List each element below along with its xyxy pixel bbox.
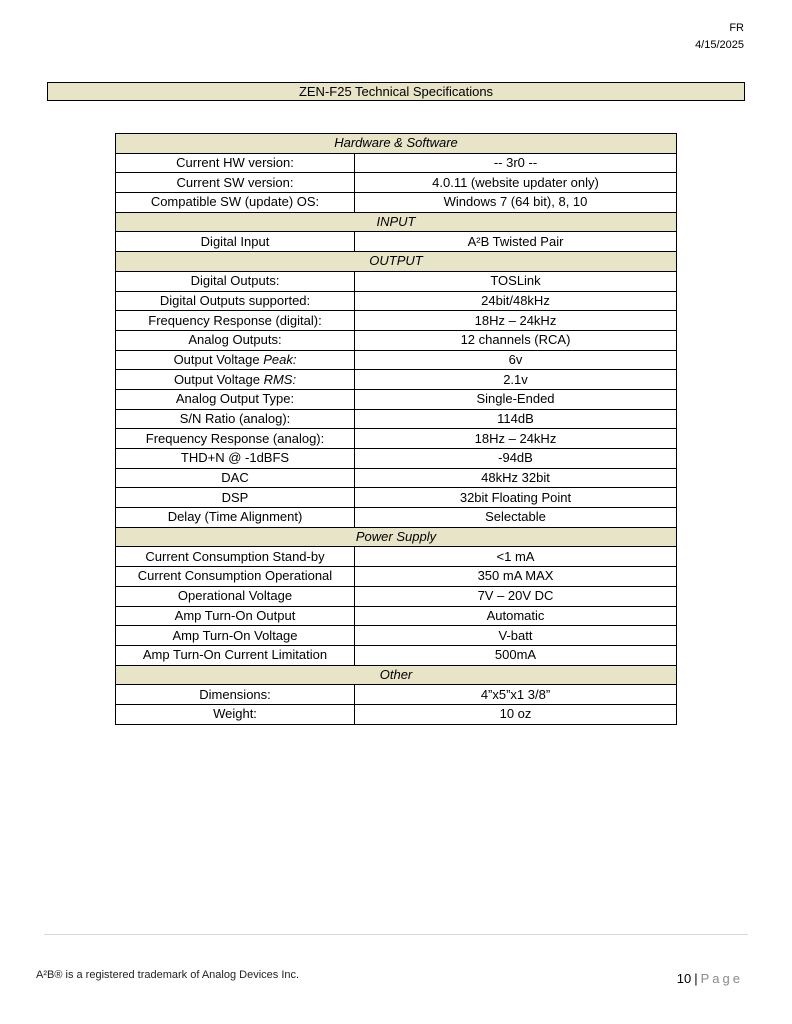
spec-row: [116, 271, 677, 291]
spec-label-text: Output Voltage: [173, 371, 264, 387]
spec-label-text: DAC: [221, 470, 249, 486]
spec-label: [116, 567, 355, 587]
section-header-row: [116, 134, 677, 154]
spec-label-text: Compatible SW (update) OS:: [150, 194, 320, 210]
spec-row: [116, 586, 677, 606]
spec-label-text: Digital Input: [200, 233, 270, 249]
spec-label-text: DSP: [221, 489, 249, 505]
spec-row: [116, 370, 677, 390]
spec-value: 4.0.11 (website updater only): [355, 173, 677, 193]
spec-label: [116, 350, 355, 370]
spec-row: [116, 704, 677, 724]
spec-label: [116, 232, 355, 252]
spec-row: [116, 449, 677, 469]
spec-label-text: Delay (Time Alignment): [167, 509, 303, 525]
spec-label-text: Current Consumption Operational: [137, 568, 333, 584]
spec-value: Selectable: [355, 508, 677, 528]
page-header: [695, 20, 744, 54]
spec-row: [116, 389, 677, 409]
spec-row: [116, 685, 677, 705]
section-title: OUTPUT: [116, 252, 677, 272]
spec-row: [116, 193, 677, 213]
spec-label-text: Analog Outputs:: [188, 332, 282, 348]
spec-label-text: Current Consumption Stand-by: [145, 548, 325, 564]
spec-label: [116, 291, 355, 311]
section-header-row: [116, 527, 677, 547]
spec-row: [116, 153, 677, 173]
spec-label-text: Frequency Response (analog):: [145, 430, 325, 446]
spec-row: [116, 173, 677, 193]
spec-value: Single-Ended: [355, 389, 677, 409]
spec-row: [116, 429, 677, 449]
section-title: Other: [116, 665, 677, 685]
spec-label: [116, 685, 355, 705]
section-header-row: [116, 212, 677, 232]
spec-label-text: Weight:: [213, 706, 257, 722]
spec-row: [116, 488, 677, 508]
spec-label-text: S/N Ratio (analog):: [179, 410, 291, 426]
spec-row: [116, 409, 677, 429]
section-header-row: [116, 665, 677, 685]
spec-value: 48kHz 32bit: [355, 468, 677, 488]
spec-label: [116, 311, 355, 331]
spec-label: [116, 547, 355, 567]
spec-label: [116, 389, 355, 409]
section-title: INPUT: [116, 212, 677, 232]
spec-value: 24bit/48kHz: [355, 291, 677, 311]
spec-label-text: Current HW version:: [176, 155, 294, 171]
footer-divider: [44, 934, 748, 935]
spec-row: [116, 232, 677, 252]
spec-label-text: THD+N @ -1dBFS: [180, 450, 290, 466]
spec-value: 114dB: [355, 409, 677, 429]
spec-row: [116, 311, 677, 331]
spec-label: [116, 508, 355, 528]
spec-label-emphasis: Peak:: [263, 351, 297, 367]
spec-label: [116, 626, 355, 646]
spec-table: [115, 133, 677, 725]
spec-value: 500mA: [355, 645, 677, 665]
spec-label: [116, 704, 355, 724]
spec-row: [116, 626, 677, 646]
spec-value: 6v: [355, 350, 677, 370]
spec-label-emphasis: RMS:: [263, 371, 297, 387]
spec-row: [116, 567, 677, 587]
spec-value: 18Hz – 24kHz: [355, 429, 677, 449]
spec-label: [116, 645, 355, 665]
spec-label-text: Amp Turn-On Output: [174, 607, 296, 623]
page-separator: |: [694, 971, 698, 986]
spec-value: 32bit Floating Point: [355, 488, 677, 508]
spec-label-text: Analog Output Type:: [175, 391, 295, 407]
section-header-row: [116, 252, 677, 272]
page-title: ZEN-F25 Technical Specifications: [47, 82, 745, 101]
spec-row: [116, 330, 677, 350]
page-footer: [677, 971, 743, 986]
spec-label: [116, 193, 355, 213]
spec-value: 2.1v: [355, 370, 677, 390]
spec-label-text: Amp Turn-On Voltage: [172, 627, 298, 643]
spec-value: 350 mA MAX: [355, 567, 677, 587]
section-title: Power Supply: [116, 527, 677, 547]
spec-label: [116, 330, 355, 350]
spec-value: 4”x5”x1 3/8”: [355, 685, 677, 705]
spec-label-text: Digital Outputs supported:: [159, 292, 311, 308]
spec-row: [116, 547, 677, 567]
spec-value: -94dB: [355, 449, 677, 469]
spec-value: 10 oz: [355, 704, 677, 724]
spec-row: [116, 291, 677, 311]
spec-label: [116, 370, 355, 390]
spec-label-text: Current SW version:: [176, 174, 294, 190]
spec-value: Windows 7 (64 bit), 8, 10: [355, 193, 677, 213]
spec-label: [116, 173, 355, 193]
spec-value: A²B Twisted Pair: [355, 232, 677, 252]
spec-label: [116, 271, 355, 291]
spec-row: [116, 606, 677, 626]
spec-value: Automatic: [355, 606, 677, 626]
spec-label-text: Amp Turn-On Current Limitation: [142, 647, 328, 663]
spec-value: <1 mA: [355, 547, 677, 567]
trademark-notice: A²B® is a registered trademark of Analog Devices Inc.: [36, 969, 300, 981]
spec-label: [116, 409, 355, 429]
spec-label-text: Operational Voltage: [177, 588, 293, 604]
spec-value: 18Hz – 24kHz: [355, 311, 677, 331]
header-date: 4/15/2025: [695, 39, 744, 51]
spec-row: [116, 468, 677, 488]
spec-label-text: Output Voltage: [173, 351, 264, 367]
page-number: 10: [676, 971, 692, 986]
spec-label: [116, 606, 355, 626]
section-title: Hardware & Software: [116, 134, 677, 154]
spec-label: [116, 429, 355, 449]
spec-row: [116, 645, 677, 665]
spec-table-body: [116, 134, 677, 725]
spec-row: [116, 508, 677, 528]
spec-label-text: Dimensions:: [199, 686, 271, 702]
spec-label: [116, 488, 355, 508]
spec-label: [116, 468, 355, 488]
spec-value: V-batt: [355, 626, 677, 646]
spec-value: TOSLink: [355, 271, 677, 291]
page-label: Page: [700, 971, 743, 986]
spec-label-text: Frequency Response (digital):: [148, 312, 322, 328]
spec-value: -- 3r0 --: [355, 153, 677, 173]
spec-label: [116, 586, 355, 606]
spec-label: [116, 449, 355, 469]
spec-value: 7V – 20V DC: [355, 586, 677, 606]
spec-label: [116, 153, 355, 173]
spec-label-text: Digital Outputs:: [190, 273, 280, 289]
spec-value: 12 channels (RCA): [355, 330, 677, 350]
header-initials: FR: [729, 22, 744, 34]
spec-row: [116, 350, 677, 370]
